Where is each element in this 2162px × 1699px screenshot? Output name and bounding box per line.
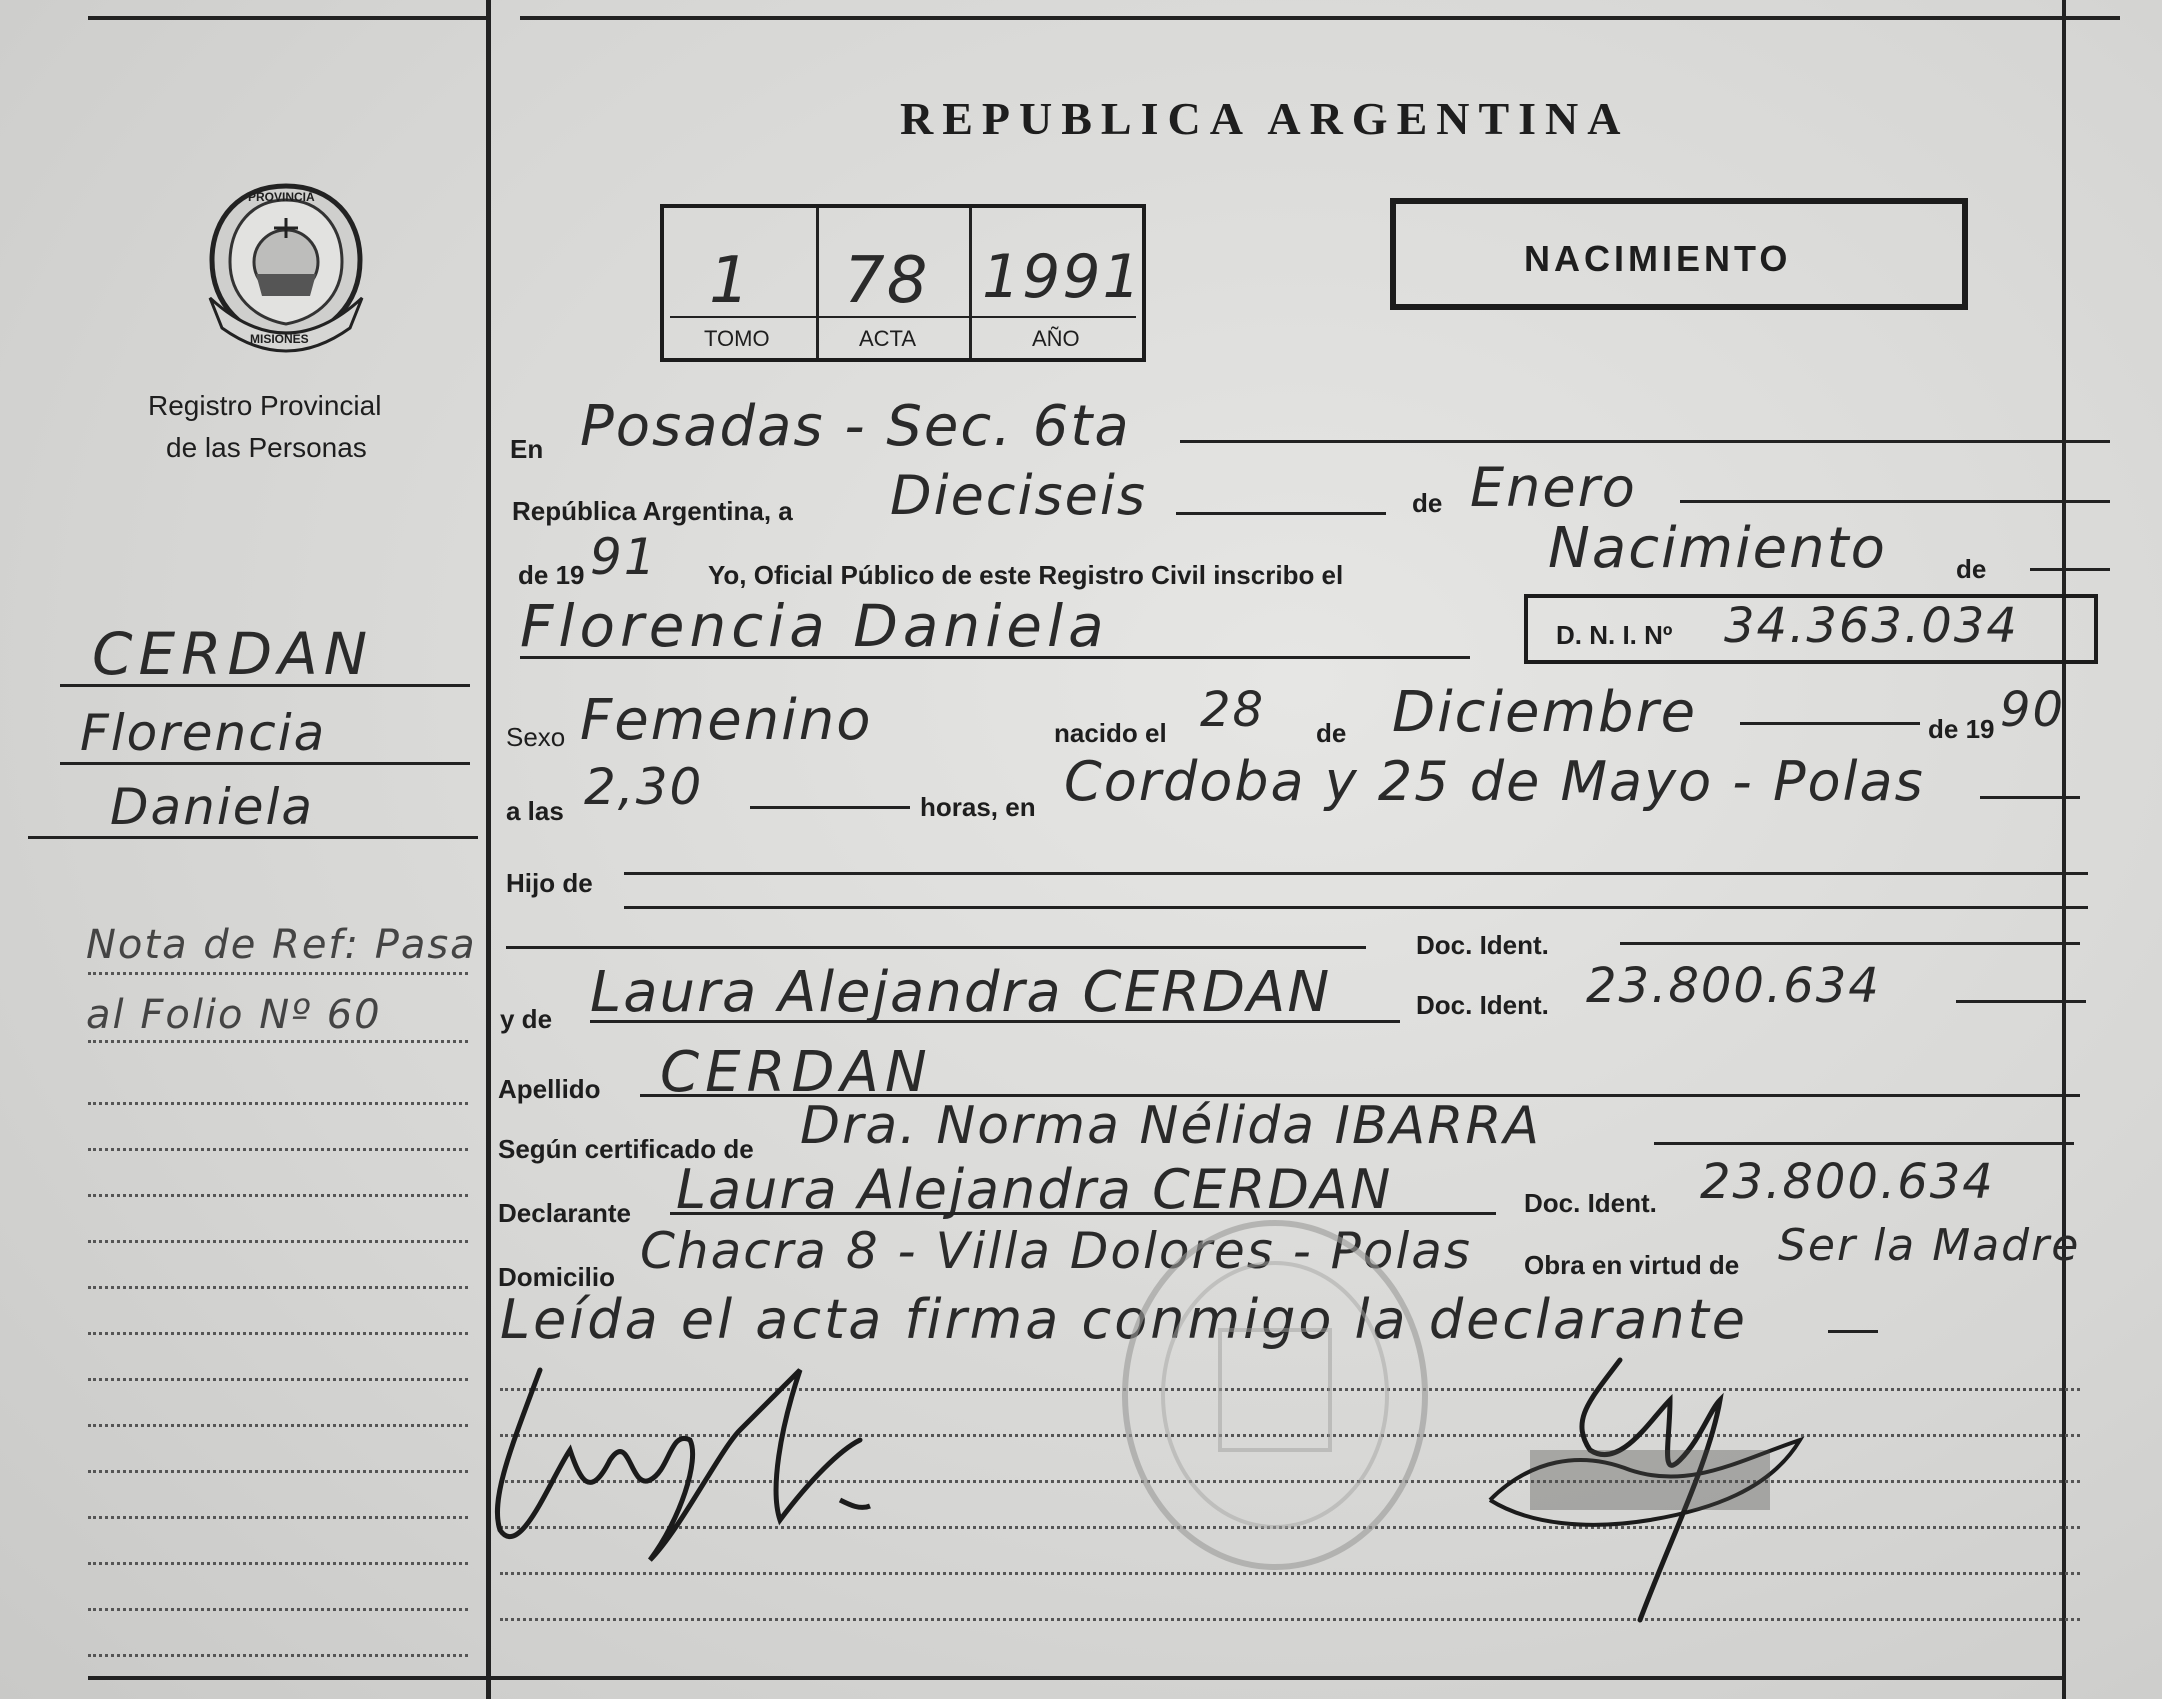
certificado-line — [1654, 1142, 2074, 1145]
anio-value: 1991 — [982, 242, 1143, 312]
margin-line-2 — [60, 762, 470, 765]
leida-value: Leída el acta firma conmigo la declarante — [500, 1288, 1749, 1351]
name-line — [520, 656, 1470, 659]
de3-label: de — [1316, 718, 1347, 748]
domicilio-value: Chacra 8 - Villa Dolores - Polas — [640, 1222, 1472, 1280]
de2-label: de — [1956, 554, 1987, 584]
declarante-doc: 23.800.634 — [1700, 1154, 1995, 1210]
acta-value: 78 — [844, 244, 930, 318]
dni-box — [1524, 594, 2098, 664]
hijo-line-1 — [624, 872, 2088, 875]
birth-month-line — [1740, 722, 1920, 725]
father-doc-value-line — [1620, 942, 2080, 945]
margin-note-1: Nota de Ref: Pasa — [86, 922, 477, 968]
margin-dot-line — [88, 1562, 468, 1565]
bottom-rule — [88, 1676, 2063, 1680]
hijo-label: Hijo de — [506, 868, 593, 898]
right-border — [2062, 0, 2066, 1699]
margin-note-2: al Folio Nº 60 — [86, 992, 382, 1038]
month-value: Enero — [1470, 456, 1637, 519]
tomo-label: TOMO — [704, 326, 770, 351]
margin-dot-line — [88, 1240, 468, 1243]
y-de-label: y de — [500, 1004, 553, 1034]
registry-line-1: Registro Provincial — [148, 390, 382, 421]
hour-line — [750, 806, 910, 809]
tomo-value: 1 — [709, 244, 752, 318]
official-stamp-icon — [1110, 1210, 1440, 1580]
dni-value: 34.363.034 — [1724, 598, 2019, 654]
certificado-value: Dra. Norma Nélida IBARRA — [800, 1096, 1542, 1156]
margin-surname: CERDAN — [92, 620, 374, 688]
hour-value: 2,30 — [584, 758, 704, 816]
margin-dot-line — [88, 972, 468, 975]
leida-line — [1828, 1330, 1878, 1333]
anio-label: AÑO — [1032, 326, 1080, 351]
margin-dot-line — [88, 1516, 468, 1519]
de-label: de — [1412, 488, 1443, 518]
act-type-label: NACIMIENTO — [1524, 238, 1792, 279]
father-doc-line — [506, 946, 1366, 949]
de2-line — [2030, 568, 2110, 571]
day-value: Dieciseis — [890, 464, 1147, 527]
mother-doc-line — [1956, 1000, 2086, 1003]
act-type-box — [1390, 198, 1968, 310]
officer-signature-icon — [1470, 1340, 1830, 1640]
en-value: Posadas - Sec. 6ta — [580, 394, 1131, 459]
margin-dot-line — [88, 1654, 468, 1657]
declarante-label: Declarante — [498, 1198, 631, 1228]
hijo-line-2 — [624, 906, 2088, 909]
apellido-label: Apellido — [498, 1074, 601, 1104]
place-value: Cordoba y 25 de Mayo - Polas — [1064, 750, 1925, 813]
margin-given-1: Florencia — [80, 704, 327, 762]
acta-label: ACTA — [859, 326, 917, 351]
nacido-label: nacido el — [1054, 718, 1167, 748]
top-rule — [520, 16, 2120, 20]
inscribo-value: Nacimiento — [1548, 516, 1887, 581]
horas-label: horas, en — [920, 792, 1036, 822]
oficial-text: Yo, Oficial Público de este Registro Civil inscribo el — [708, 560, 1344, 590]
place-line — [1980, 796, 2080, 799]
birth-day: 28 — [1200, 682, 1266, 738]
doc-ident2-label: Doc. Ident. — [1416, 990, 1549, 1020]
doc-ident-label: Doc. Ident. — [1416, 930, 1549, 960]
misiones-seal-icon — [200, 178, 372, 358]
country-title: REPUBLICA ARGENTINA — [900, 93, 1630, 144]
en-label: En — [510, 434, 544, 464]
day-line — [1176, 512, 1386, 515]
certificado-label: Según certificado de — [498, 1134, 754, 1164]
tomo-acta-anio-box — [660, 204, 1146, 362]
margin-dot-line — [88, 1332, 468, 1335]
obra-label: Obra en virtud de — [1524, 1250, 1740, 1280]
margin-dot-line — [88, 1286, 468, 1289]
margin-dot-line — [88, 1424, 468, 1427]
margin-dot-line — [88, 1194, 468, 1197]
year-value: 91 — [590, 528, 658, 586]
seal-bottom-text: MISIONES — [250, 332, 309, 346]
month-line — [1680, 500, 2110, 503]
sexo-value: Femenino — [580, 688, 873, 753]
domicilio-label: Domicilio — [498, 1262, 616, 1292]
birth-month: Diciembre — [1392, 680, 1698, 745]
seal-top-text: PROVINCIA — [248, 190, 315, 204]
margin-dot-line — [88, 1378, 468, 1381]
margin-dot-line — [88, 1040, 468, 1043]
mother-line — [590, 1020, 1400, 1023]
registry-line-2: de las Personas — [166, 432, 367, 463]
apellido-value: CERDAN — [660, 1040, 933, 1105]
name-value: Florencia Daniela — [520, 592, 1109, 660]
sexo-label: Sexo — [506, 722, 566, 752]
margin-dot-line — [88, 1470, 468, 1473]
margin-dot-line — [88, 1608, 468, 1611]
en-line — [1180, 440, 2110, 443]
dni-label: D. N. I. Nº — [1556, 620, 1673, 650]
margin-dot-line — [88, 1102, 468, 1105]
republica-label: República Argentina, a — [512, 496, 793, 526]
top-rule-left — [88, 16, 488, 20]
birth-year-prefix: de 19 — [1928, 714, 1995, 744]
year-prefix: de 19 — [518, 560, 585, 590]
mother-value: Laura Alejandra CERDAN — [590, 960, 1332, 1025]
margin-line-3 — [28, 836, 478, 839]
right-dot-line — [500, 1618, 2080, 1621]
margin-dot-line — [88, 1148, 468, 1151]
mother-doc: 23.800.634 — [1586, 958, 1881, 1014]
obra-value: Ser la Madre — [1778, 1220, 2081, 1271]
declarant-signature-icon — [480, 1330, 900, 1590]
doc-ident3-label: Doc. Ident. — [1524, 1188, 1657, 1218]
margin-given-2: Daniela — [110, 778, 315, 836]
declarante-value: Laura Alejandra CERDAN — [676, 1158, 1393, 1221]
a-las-label: a las — [506, 796, 564, 826]
margin-line-1 — [60, 684, 470, 687]
birth-year: 90 — [2000, 682, 2066, 738]
